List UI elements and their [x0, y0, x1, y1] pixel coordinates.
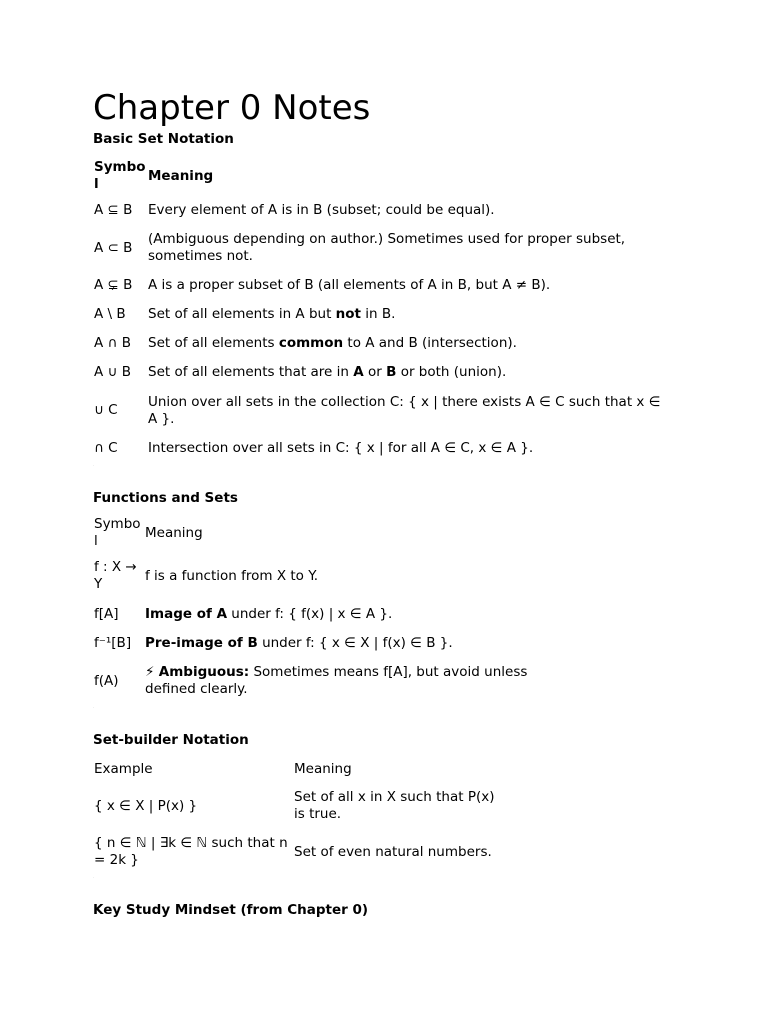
meaning-bold: A — [353, 364, 364, 380]
meaning-cell: A is a proper subset of B (all elements of A in B, but A ≠ B). — [148, 277, 551, 293]
meaning-text: under f: { x ∈ X | f(x) ∈ B }. — [257, 635, 453, 651]
meaning-text: under f: { f(x) | x ∈ A }. — [227, 606, 393, 622]
section-heading-key-study-mindset: Key Study Mindset (from Chapter 0) — [93, 902, 369, 918]
table-header-row — [93, 756, 510, 782]
table-row — [93, 434, 674, 462]
table-row — [93, 830, 510, 874]
basic-set-notation-table — [93, 156, 674, 462]
table-header-row — [93, 156, 674, 196]
header-meaning: Meaning — [148, 167, 214, 184]
document-page — [93, 86, 683, 919]
meaning-bold: common — [278, 335, 344, 351]
meaning-text: to A and B (intersection). — [343, 335, 517, 351]
table-row — [93, 387, 674, 434]
meaning-bold: B — [386, 364, 397, 380]
spacer-mark: . — [93, 462, 95, 467]
table-row — [93, 552, 546, 600]
meaning-cell — [147, 329, 674, 358]
meaning-text: Set of all elements in A but — [148, 306, 336, 322]
lightning-icon: ⚡ — [145, 664, 159, 680]
meaning-bold: Image of A — [145, 606, 228, 622]
table-row — [93, 358, 674, 387]
functions-and-sets-table — [93, 514, 546, 704]
symbol-cell: A ⊊ B — [94, 277, 133, 293]
meaning-bold: not — [335, 306, 361, 322]
meaning-text: or both (union). — [396, 364, 507, 380]
table-row — [93, 271, 674, 300]
meaning-text: or — [363, 364, 387, 380]
page-title: Chapter 0 Notes — [93, 88, 371, 128]
symbol-cell: f⁻¹[B] — [94, 635, 132, 651]
meaning-cell — [147, 300, 674, 329]
header-meaning: Meaning — [145, 524, 203, 541]
example-cell: { n ∈ ℕ | ∃k ∈ ℕ such that n = 2k } — [94, 835, 288, 868]
meaning-text: Sometimes means f[A], but avoid unless defined clearly. — [145, 664, 528, 697]
header-symbol: Symbol — [94, 159, 146, 192]
meaning-cell — [144, 629, 546, 658]
meaning-cell — [147, 358, 674, 387]
symbol-cell: A ⊂ B — [94, 239, 133, 256]
table-row — [93, 196, 674, 225]
table-row — [93, 329, 674, 358]
symbol-cell: f(A) — [94, 672, 119, 689]
table-row — [93, 600, 546, 629]
symbol-cell: ∩ C — [94, 439, 118, 456]
symbol-cell: f[A] — [94, 606, 119, 622]
symbol-cell: A ⊆ B — [94, 202, 133, 218]
spacer-mark: . — [93, 874, 95, 879]
meaning-cell: Every element of A is in B (subset; could be equal). — [148, 202, 495, 218]
header-meaning: Meaning — [294, 760, 352, 777]
table-header-row — [93, 514, 546, 552]
header-example: Example — [94, 760, 153, 777]
example-cell: { x ∈ X | P(x) } — [94, 797, 198, 814]
meaning-text: Set of all elements that are in — [148, 364, 354, 380]
meaning-bold: Pre-image of B — [145, 635, 258, 651]
table-row — [93, 300, 674, 329]
meaning-bold: Ambiguous: — [158, 664, 250, 680]
symbol-cell: A ∩ B — [94, 335, 131, 351]
header-symbol: Symbol — [94, 516, 141, 549]
meaning-cell: Intersection over all sets in C: { x | for all A ∈ C, x ∈ A }. — [148, 439, 534, 456]
meaning-cell: f is a function from X to Y. — [145, 567, 319, 584]
meaning-text: Set of all elements — [148, 335, 279, 351]
symbol-cell: f : X → Y — [94, 559, 137, 592]
symbol-cell: ∪ C — [94, 402, 118, 418]
section-heading-functions-and-sets: Functions and Sets — [93, 490, 238, 506]
symbol-cell: A ∪ B — [94, 364, 131, 380]
section-heading-basic-set-notation: Basic Set Notation — [93, 131, 234, 147]
meaning-cell: Set of even natural numbers. — [294, 843, 492, 860]
meaning-cell — [144, 600, 546, 629]
table-row — [93, 225, 674, 271]
section-heading-set-builder-notation: Set-builder Notation — [93, 732, 249, 748]
table-row — [93, 629, 546, 658]
meaning-cell: Union over all sets in the collection C: { x | there exists A ∈ C such that x ∈ A }. — [148, 393, 661, 427]
spacer-mark: . — [93, 704, 95, 709]
set-builder-table — [93, 756, 510, 874]
meaning-cell — [144, 658, 546, 704]
table-row — [93, 782, 510, 830]
symbol-cell: A \ B — [94, 306, 126, 322]
meaning-text: in B. — [361, 306, 396, 322]
meaning-cell: Set of all x in X such that P(x) is true. — [294, 789, 495, 822]
table-row — [93, 658, 546, 704]
meaning-cell: (Ambiguous depending on author.) Sometimes used for proper subset, sometimes not. — [148, 231, 626, 264]
